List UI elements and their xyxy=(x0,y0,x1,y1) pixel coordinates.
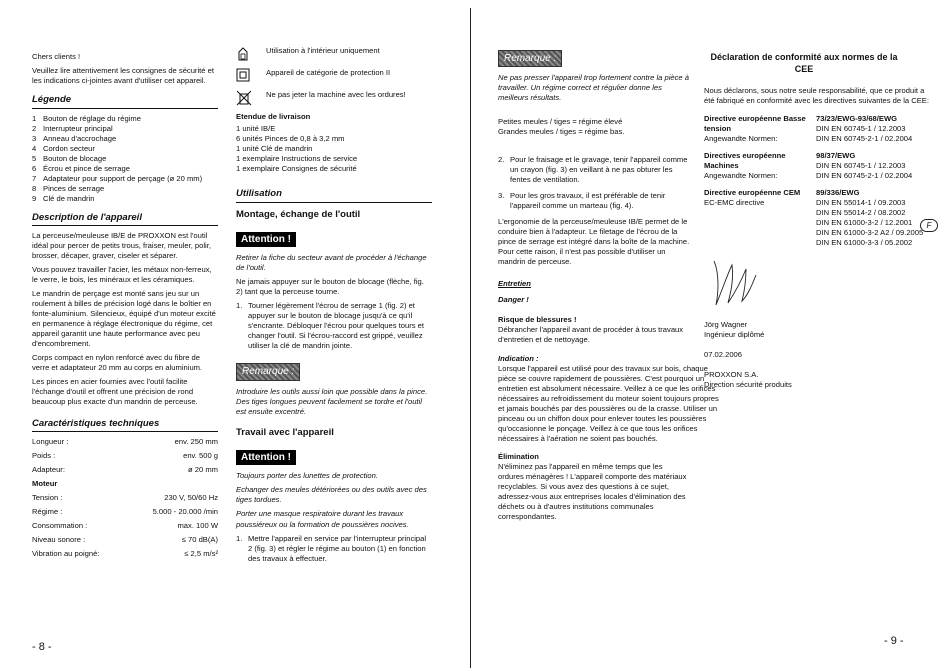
delivery-item: 1 unité IB/E xyxy=(236,124,276,134)
specs-title: Caractéristiques techniques xyxy=(32,418,218,433)
motor-label: Moteur xyxy=(32,479,58,489)
step-item xyxy=(498,191,690,211)
spec-key: Poids : xyxy=(32,451,56,461)
description-paragraph: Corps compact en nylon renforcé avec du fibre de verre et adaptateur 20 mm au corps en aluminium. xyxy=(32,353,203,373)
remarque-note: Introduire les outils aussi loin que possible dans la pince. Des tiges longues peuvent facilement se tordre et l'outil est ensuite excentré. xyxy=(236,386,428,416)
legend-text: Clé de mandrin xyxy=(43,193,95,203)
directives-list xyxy=(704,114,934,248)
speed-line: Petites meules / tiges = régime élevé xyxy=(498,117,623,127)
legend-text: Pinces de serrage xyxy=(43,183,105,193)
spec-row xyxy=(32,521,218,531)
legend-text: Bouton de réglage du régime xyxy=(43,113,141,123)
work-title: Travail avec l'appareil xyxy=(236,426,334,438)
spec-key: Longueur : xyxy=(32,437,69,447)
description-paragraph: Vous pouvez travailler l'acier, les métaux non-ferreux, le verre, le bois, les minéraux et les céramiques. xyxy=(32,265,212,285)
step-number: 2. xyxy=(498,155,505,165)
directive-label: Directive européenne CEM xyxy=(704,187,801,197)
description-paragraph: Les pinces en acier fournies avec l'outil facilite l'échange d'outil et offrent une précision de rond beaucoup plus exacte d'un mandrin de perceuse. xyxy=(32,377,198,407)
directive-code: 73/23/EWG-93/68/EWG xyxy=(816,113,898,123)
indication-text: Lorsque l'appareil est utilisé pour des travaux sur bois, chaque pièce se couvre rapidement de poussières. C'est pourquoi un entretien est absolument nécessaire. Veillez à ce que les orifices nécessaires au refroidissement du moteur soient toujours propres et jamais bouchés par des poussières ou de la crasse. Utiliser un pinceau ou un chiffon doux pour enlever toutes les poussières qu'occasionne le ponçage. Veillez à ce que tous les orifices nécessaires à l'aération ne soient pas bouchés. xyxy=(498,363,719,443)
legend-title: Légende xyxy=(32,94,218,109)
legend-number: 6 xyxy=(32,163,37,173)
legend-text: Cordon secteur xyxy=(43,143,95,153)
indication-label: Indication : xyxy=(498,353,539,363)
legend-number: 3 xyxy=(32,133,37,143)
intro-greeting: Chers clients ! xyxy=(32,52,81,61)
legend-list xyxy=(32,114,218,204)
page-number-right: - 9 - xyxy=(884,635,904,647)
danger-label: Danger ! xyxy=(498,295,529,305)
delivery-list xyxy=(236,124,432,174)
directive-sub: Angewandte Normen: xyxy=(704,133,778,143)
spec-value: 5.000 - 20.000 /min xyxy=(152,507,218,517)
attention-note: Retirer la fiche du secteur avant de procéder à l'échange de l'outil. xyxy=(236,253,427,273)
spec-key: Vibration au poigné: xyxy=(32,549,100,559)
double-square-icon xyxy=(236,68,258,84)
legend-number: 8 xyxy=(32,183,37,193)
speed-line: Grandes meules / tiges = régime bas. xyxy=(498,127,625,137)
directive-sub: EC-EMC directive xyxy=(704,197,765,207)
directive-label-col xyxy=(704,151,816,181)
remarque-badge: Remarque : xyxy=(236,363,300,380)
legend-item xyxy=(32,144,218,154)
legend-number: 2 xyxy=(32,123,37,133)
symbol-row xyxy=(236,46,432,62)
signer-name: Jörg Wagner xyxy=(704,319,748,329)
spec-value: env. 500 g xyxy=(183,451,218,461)
directive-row xyxy=(704,114,934,144)
legend-text: Adaptateur pour support de perçage (ø 20 mm) xyxy=(43,173,203,183)
spec-row xyxy=(32,437,218,447)
spec-key: Niveau sonore : xyxy=(32,535,86,545)
symbols-list xyxy=(236,46,432,106)
legend-number: 7 xyxy=(32,173,37,183)
attention-item: Echanger des meules détériorées ou des outils avec des tiges tordues. xyxy=(236,485,427,505)
legend-text: Anneau d'accrochage xyxy=(43,133,117,143)
description-body xyxy=(32,231,218,407)
legend-text: Interrupteur principal xyxy=(43,123,113,133)
directive-label: Directives européenne Machines xyxy=(704,150,786,170)
delivery-item: 1 exemplaire Consignes de sécurité xyxy=(236,164,357,174)
intro-text: Veuillez lire attentivement les consignes de sécurité et les indications ci-jointes avant d'utiliser cet appareil. xyxy=(32,66,214,86)
signer-title: Ingénieur diplômé xyxy=(704,330,765,339)
spec-row xyxy=(32,493,218,503)
delivery-item: 1 unité Clé de mandrin xyxy=(236,144,313,154)
spec-key: Adapteur: xyxy=(32,465,65,475)
remarque-text-right: Ne pas presser l'appareil trop fortement contre la pièce à travailler. Un régime correct et régulier donne les meilleurs résultats. xyxy=(498,73,689,103)
attention-item: Porter une masque respiratoire durant les travaux poussiéreux ou la formation de poussières nocives. xyxy=(236,509,409,529)
legend-item xyxy=(32,134,218,144)
risk-text: Débrancher l'appareil avant de procéder à tous travaux d'entretien et de nettoyage. xyxy=(498,325,684,345)
directive-norm: DIN EN 61000-3-2 / 12.2001 xyxy=(816,217,913,227)
company-dept: Direction sécurité produits xyxy=(704,380,792,390)
spec-value: env. 250 mm xyxy=(174,437,218,447)
spec-value: ø 20 mm xyxy=(188,465,218,475)
attention-list xyxy=(236,471,432,529)
directive-norm: DIN EN 55014-2 / 08.2002 xyxy=(816,207,906,217)
step-item xyxy=(498,155,690,185)
delivery-title: Etendue de livraison xyxy=(236,112,311,121)
spec-value: ≤ 2,5 m/s² xyxy=(184,549,218,559)
specs-motor xyxy=(32,493,218,559)
directive-norm: DIN EN 60745-1 / 12.2003 xyxy=(816,123,906,133)
attention-badge-2: Attention ! xyxy=(236,450,296,465)
legend-number: 9 xyxy=(32,193,37,203)
work-step: 1. Mettre l'appareil en service par l'interrupteur principal 2 (fig. 3) et régler le régime au bouton (1) en fonction des travaux à effectuer. xyxy=(236,533,427,563)
directive-norm: DIN EN 61000-3-2 A2 / 09.2005 xyxy=(816,227,924,237)
directive-norms-col xyxy=(816,114,934,144)
directive-sub: Angewandte Normen: xyxy=(704,170,778,180)
symbol-row xyxy=(236,90,432,106)
legend-item xyxy=(32,164,218,174)
step-number: 3. xyxy=(498,191,505,201)
spec-row xyxy=(32,507,218,517)
directive-norm: DIN EN 61000-3-3 / 05.2002 xyxy=(816,237,913,247)
right-column-2 xyxy=(704,52,934,390)
legend-text: Bouton de blocage xyxy=(43,153,107,163)
description-paragraph: Le mandrin de perçage est monté sans jeu sur un roulement à billes de précision logé dans le boîtier en fonte-aluminium. Silencieux, équipé d'un moteur excité en permanence à réglage électronique du régime, cet appareil garantit une haute performance avec peu d'encombrement. xyxy=(32,289,216,349)
step-text: Pour le fraisage et le gravage, tenir l'appareil comme un crayon (fig. 3) en veillant à ne pas obturer les fentes de ventilation. xyxy=(510,155,688,185)
spec-row xyxy=(32,549,218,559)
spec-value: 230 V, 50/60 Hz xyxy=(164,493,218,503)
spec-key: Tension : xyxy=(32,493,63,503)
directive-row xyxy=(704,151,934,181)
ergonomy-text: L'ergonomie de la perceuse/meuleuse IB/E permet de le conduire bien à l'adapteur. Le filetage de l'écrou de la pince de serrage est intégré dans la boîte de la machine. Pour cette raison, il n'est pas possible d'utiliser un mandrin de perceuse. xyxy=(498,217,690,267)
directive-norms-col xyxy=(816,151,934,181)
legend-text: Écrou et pince de serrage xyxy=(43,163,130,173)
remarque-badge-right: Remarque : xyxy=(498,50,562,67)
mount-step: 1. Tourner légèrement l'écrou de serrage 1 (fig. 2) et appuyer sur le bouton de blocage jusqu'à ce qu'il s'encrante. Débloquer l'écrou pour quelques tours et changer l'outil. Si l'écrou-raccord est grippé, veuillez utiliser la clé de mandrin jointe. xyxy=(236,301,424,351)
spec-row xyxy=(32,451,218,461)
symbol-row xyxy=(236,68,432,84)
legend-number: 5 xyxy=(32,153,37,163)
spec-value: ≤ 70 dB(A) xyxy=(181,535,218,545)
declaration-intro: Nous déclarons, sous notre seule responsabilité, que ce produit a été fabriqué en conformité avec les directives suivantes de la CEE: xyxy=(704,85,929,105)
directive-row xyxy=(704,188,934,248)
speed-lines xyxy=(498,117,690,137)
page-number-left: - 8 - xyxy=(32,641,52,653)
mount-title: Montage, échange de l'outil xyxy=(236,208,361,220)
language-badge: F xyxy=(920,219,938,232)
attention-item: Toujours porter des lunettes de protection. xyxy=(236,471,378,481)
legend-item xyxy=(32,194,218,204)
right-steps xyxy=(498,155,690,211)
risk-title: Risque de blessures ! xyxy=(498,315,577,325)
legend-number: 4 xyxy=(32,143,37,153)
spec-key: Consommation : xyxy=(32,521,88,531)
legend-item xyxy=(32,124,218,134)
step-text: Pour les gros travaux, il est préférable de tenir l'appareil comme un marteau (fig. 4). xyxy=(510,191,666,211)
symbol-text: Ne pas jeter la machine avec les ordures! xyxy=(266,90,406,99)
left-column-1 xyxy=(32,52,218,563)
directive-code: 89/336/EWG xyxy=(816,187,860,197)
symbol-text: Appareil de catégorie de protection II xyxy=(266,68,391,77)
delivery-item: 1 exemplaire Instructions de service xyxy=(236,154,358,164)
page-divider xyxy=(470,8,471,668)
elimination-title: Élimination xyxy=(498,451,539,461)
directive-norm: DIN EN 55014-1 / 09.2003 xyxy=(816,197,906,207)
directive-code: 98/37/EWG xyxy=(816,150,856,160)
elimination-text: N'éliminez pas l'appareil en même temps que les ordures ménagères ! L'appareil comporte des matériaux recyclables. Si vous avez des questions à ce sujet, adressez-vous aux entreprises locales d'élimination des déchets ou à d'autres institutions communales correspondantes. xyxy=(498,461,687,521)
directive-label-col xyxy=(704,114,816,144)
legend-item xyxy=(32,174,218,184)
attention-badge: Attention ! xyxy=(236,232,296,247)
right-column-1 xyxy=(498,44,719,526)
spec-row xyxy=(32,535,218,545)
legend-number: 1 xyxy=(32,113,37,123)
maintenance-title: Entretien xyxy=(498,279,531,289)
directive-label: Directive européenne Basse tension xyxy=(704,113,806,133)
directive-label-col xyxy=(704,188,816,248)
hand-book-icon xyxy=(236,46,258,62)
spec-row xyxy=(32,465,218,475)
legend-item xyxy=(32,184,218,194)
directive-norms-col xyxy=(816,188,934,248)
declaration-title: Déclaration de conformité aux normes de la CEE xyxy=(710,52,898,74)
directive-norm: DIN EN 60745-2-1 / 02.2004 xyxy=(816,133,913,143)
directive-norm: DIN EN 60745-2-1 / 02.2004 xyxy=(816,170,913,180)
spec-key: Régime : xyxy=(32,507,63,517)
legend-item xyxy=(32,154,218,164)
left-column-2 xyxy=(236,46,432,570)
directive-norm: DIN EN 60745-1 / 12.2003 xyxy=(816,160,906,170)
specs-general xyxy=(32,437,218,475)
signature-icon xyxy=(706,255,766,313)
symbol-text: Utilisation à l'intérieur uniquement xyxy=(266,46,380,55)
description-paragraph: La perceuse/meuleuse IB/E de PROXXON est l'outil idéal pour percer de petits trous, fraiser, meuler, polir, brosser, décaper, graver, ciseler et séparer. xyxy=(32,231,211,261)
legend-item xyxy=(32,114,218,124)
declaration-date: 07.02.2006 xyxy=(704,350,743,360)
spec-value: max. 100 W xyxy=(177,521,218,531)
mount-paragraph: Ne jamais appuyer sur le bouton de blocage (flèche, fig. 2) tant que la perceuse tourne. xyxy=(236,277,424,297)
use-title: Utilisation xyxy=(236,188,432,203)
delivery-item: 6 unités Pinces de 0,8 à 3,2 mm xyxy=(236,134,345,144)
company-name: PROXXON S.A. xyxy=(704,370,759,380)
crossed-bin-icon xyxy=(236,90,258,106)
description-title: Description de l'appareil xyxy=(32,212,218,227)
